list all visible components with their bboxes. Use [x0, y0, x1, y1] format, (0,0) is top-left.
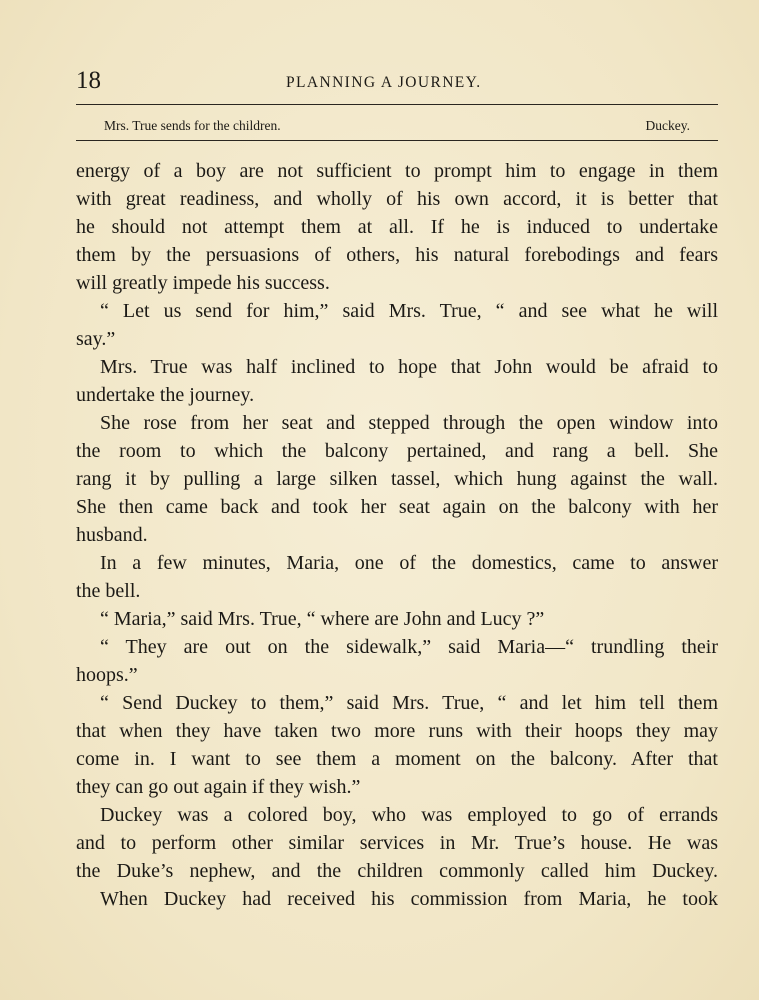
text-line: that when they have taken two more runs with their hoops they may: [76, 720, 718, 742]
text-line: She rose from her seat and stepped through the open window into: [100, 412, 718, 434]
text-line: energy of a boy are not sufficient to prompt him to engage in them: [76, 160, 718, 182]
side-note-left: Mrs. True sends for the children.: [104, 118, 281, 133]
body-text: [76, 157, 718, 913]
text-line: will greatly impede his success.: [76, 272, 330, 294]
text-line: “ Send Duckey to them,” said Mrs. True, “ and let him tell them: [100, 692, 718, 714]
text-line: say.”: [76, 328, 116, 350]
text-line: undertake the journey.: [76, 384, 255, 406]
header-rule-top: [76, 104, 718, 105]
text-line: In a few minutes, Maria, one of the domestics, came to answer: [100, 552, 718, 574]
text-line: Mrs. True was half inclined to hope that John would be afraid to: [100, 356, 718, 378]
text-line: rang it by pulling a large silken tassel, which hung against the wall.: [76, 468, 718, 490]
text-line: them by the persuasions of others, his natural forebodings and fears: [76, 244, 718, 266]
text-line: and to perform other similar services in Mr. True’s house. He was: [76, 832, 718, 854]
header-rule-bottom: [76, 140, 718, 141]
text-line: with great readiness, and wholly of his own accord, it is better that: [76, 188, 718, 210]
text-line: come in. I want to see them a moment on the balcony. After that: [76, 748, 718, 770]
side-note-right: Duckey.: [645, 118, 690, 133]
text-line: “ They are out on the sidewalk,” said Maria—“ trundling their: [100, 636, 718, 658]
text-line: the bell.: [76, 580, 141, 602]
text-line: he should not attempt them at all. If he is induced to undertake: [76, 216, 718, 238]
text-line: “ Maria,” said Mrs. True, “ where are John and Lucy ?”: [100, 608, 545, 630]
text-line: the room to which the balcony pertained, and rang a bell. She: [76, 440, 718, 462]
text-line: When Duckey had received his commission from Maria, he took: [100, 888, 718, 910]
text-line: husband.: [76, 524, 148, 546]
running-head: [76, 66, 718, 96]
text-line: they can go out again if they wish.”: [76, 776, 361, 798]
text-line: “ Let us send for him,” said Mrs. True, “ and see what he will: [100, 300, 718, 322]
text-line: hoops.”: [76, 664, 138, 686]
text-line: She then came back and took her seat again on the balcony with her: [76, 496, 718, 518]
text-line: Duckey was a colored boy, who was employed to go of errands: [100, 804, 718, 826]
page-number: 18: [76, 67, 101, 94]
running-title: PLANNING A JOURNEY.: [286, 74, 482, 91]
text-line: the Duke’s nephew, and the children commonly called him Duckey.: [76, 860, 718, 882]
